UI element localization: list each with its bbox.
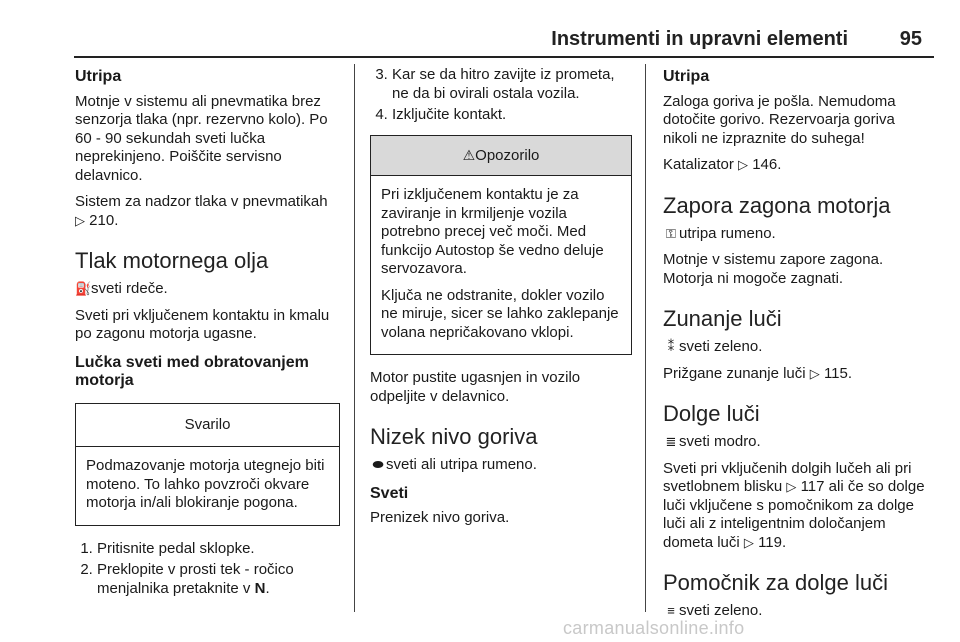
warning-body bbox=[371, 176, 631, 354]
warning-box bbox=[370, 135, 632, 356]
section-title: Tlak motornega olja bbox=[75, 248, 269, 273]
fuel-pump-icon: ⬬ bbox=[372, 457, 384, 472]
paragraph: Sveti pri vključenem kontaktu in kmalu po zagonu motorja ugasne. bbox=[75, 306, 330, 342]
ref-arrow-icon: ▷ bbox=[738, 157, 749, 172]
steps-list bbox=[75, 540, 340, 599]
column-1 bbox=[75, 64, 340, 604]
warning-heading: ⚠Opozorilo bbox=[371, 136, 631, 177]
column-3 bbox=[663, 64, 933, 629]
paragraph: Sistem za nadzor tlaka v pnevmatikah ▷ 210. bbox=[75, 193, 328, 229]
paragraph: Motnje v sistemu zapore zagona. Motorja ni mogoče zagnati. bbox=[663, 251, 884, 287]
paragraph: Prenizek nivo goriva. bbox=[370, 509, 510, 526]
subsection-heading: Lučka sveti med obratovanjem motorja bbox=[75, 353, 309, 389]
oil-can-icon: ⛽ bbox=[75, 281, 92, 296]
ref-arrow-icon: ▷ bbox=[75, 212, 85, 228]
section-heading: Utripa bbox=[663, 68, 710, 85]
caution-box bbox=[75, 403, 340, 526]
page-reference[interactable]: 115. bbox=[823, 364, 853, 382]
high-beam-icon: ≣ bbox=[665, 434, 677, 449]
list-item: 4. Izključite kontakt. bbox=[392, 106, 632, 125]
page-reference[interactable]: 117 bbox=[800, 478, 825, 495]
paragraph: Prižgane zunanje luči ▷ 115. bbox=[663, 364, 853, 382]
paragraph: Zaloga goriva je pošla. Nemudoma dotočite gorivo. Rezervoarja goriva nikoli ne izpraznite do suhega! bbox=[663, 92, 896, 147]
watermark: carmanualsonline.info bbox=[563, 618, 745, 638]
page-reference[interactable]: 146. bbox=[752, 156, 782, 173]
paragraph: ⚿ utripa rumeno. bbox=[663, 225, 933, 244]
column-divider bbox=[354, 64, 355, 612]
paragraph: ⁑ sveti zeleno. bbox=[663, 338, 933, 357]
column-2 bbox=[370, 64, 632, 536]
page-number: 95 bbox=[899, 28, 922, 50]
section-title: Pomočnik za dolge luči bbox=[663, 570, 889, 595]
page-reference[interactable]: 119. bbox=[758, 533, 787, 551]
header-rule bbox=[74, 56, 934, 58]
page-header bbox=[0, 0, 960, 58]
caution-body bbox=[76, 447, 339, 525]
steps-list-continued bbox=[370, 66, 632, 125]
paragraph: ≡ sveti zeleno. bbox=[663, 602, 933, 621]
warning-text: Ključa ne odstranite, dokler vozilo ne miruje, sicer se lahko zaklepanje volana nepričakovano vklopi. bbox=[381, 286, 619, 341]
paragraph: ⬬ sveti ali utripa rumeno. bbox=[370, 456, 632, 475]
section-title: Dolge luči bbox=[663, 401, 760, 426]
paragraph: Motnje v sistemu ali pnevmatika brez senzorja tlaka (npr. rezervno kolo). Po 60 - 90 sekundah sveti lučka neprekinjeno. Poiščite servisno delavnico. bbox=[75, 92, 328, 184]
section-title: Nizek nivo goriva bbox=[370, 424, 538, 449]
exterior-lights-icon: ⁑ bbox=[667, 339, 675, 354]
warning-triangle-icon: ⚠ bbox=[462, 146, 476, 163]
paragraph: ≣ sveti modro. bbox=[663, 433, 933, 452]
list-item: 1. Pritisnite pedal sklopke. bbox=[97, 540, 340, 559]
ref-arrow-icon: ▷ bbox=[786, 479, 797, 494]
warning-text: Pri izključenem kontaktu je za zaviranje in krmiljenje vozila potrebno precej več moči. Med funkcijo Autostop še vedno deluje servozavora. bbox=[381, 186, 604, 277]
ref-arrow-icon: ▷ bbox=[809, 365, 820, 381]
section-heading: Utripa bbox=[75, 68, 122, 85]
chapter-title: Instrumenti in upravni elementi bbox=[551, 28, 848, 50]
paragraph: Sveti pri vključenih dolgih lučeh ali pri svetlobnem blisku ▷ 117 ali če so dolge luči vključene s pomočnikom za dolge luči ali z inteligentnim določanjem dometa luči ▷ 119. bbox=[663, 459, 925, 551]
immobilizer-icon: ⚿ bbox=[666, 225, 676, 241]
paragraph: Katalizator ▷ 146. bbox=[663, 156, 782, 173]
caution-heading: Svarilo bbox=[76, 404, 339, 448]
section-title: Zunanje luči bbox=[663, 306, 782, 331]
paragraph: Motor pustite ugasnjen in vozilo odpeljite v delavnico. bbox=[370, 369, 581, 405]
caution-text: Podmazovanje motorja utegnejo biti moteno. To lahko povzroči okvare motorja in/ali blokiranje pogona. bbox=[86, 457, 325, 511]
ref-arrow-icon: ▷ bbox=[743, 534, 754, 550]
subsection-heading: Sveti bbox=[370, 484, 409, 502]
paragraph: ⛽sveti rdeče. bbox=[75, 280, 168, 297]
column-divider bbox=[645, 64, 646, 612]
page-reference[interactable]: 210. bbox=[89, 211, 119, 229]
list-item: 2. Preklopite v prosti tek - ročico menjalnika pretaknite v N. bbox=[97, 561, 340, 598]
section-title: Zapora zagona motorja bbox=[663, 192, 891, 218]
list-item: 3. Kar se da hitro zavijte iz prometa, ne da bi ovirali ostala vozila. bbox=[392, 66, 632, 103]
high-beam-assist-icon: ≡ bbox=[667, 603, 675, 618]
